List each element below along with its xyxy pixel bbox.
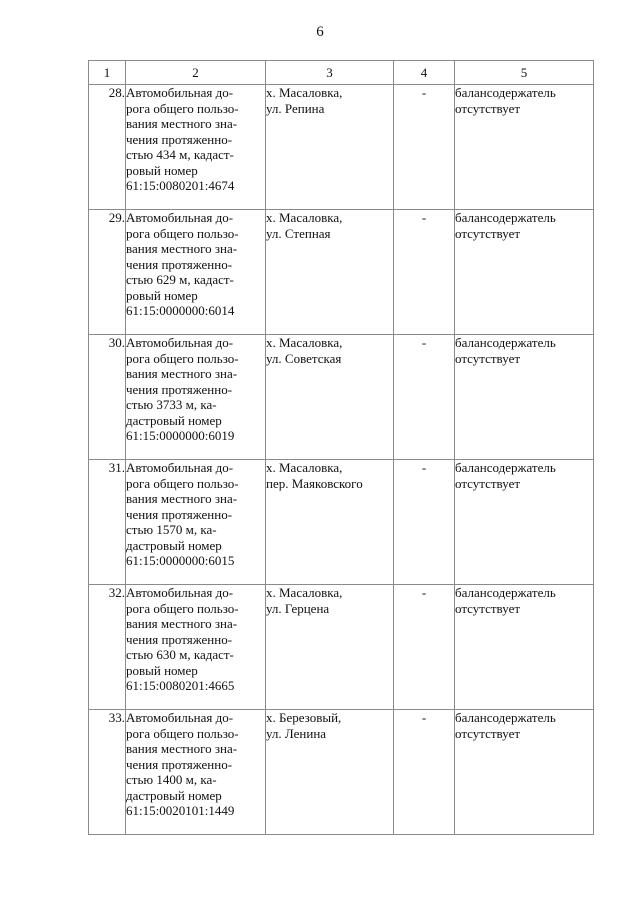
row-number: 31. xyxy=(89,460,126,585)
balance-holder: балансодержатель отсутствует xyxy=(455,710,594,835)
row-number: 32. xyxy=(89,585,126,710)
balance-holder: балансодержатель отсутствует xyxy=(455,460,594,585)
column-4-value: - xyxy=(394,460,455,585)
road-address: х. Масаловка, ул. Репина xyxy=(266,85,394,210)
road-address: х. Масаловка, ул. Герцена xyxy=(266,585,394,710)
road-address: х. Березовый, ул. Ленина xyxy=(266,710,394,835)
header-row xyxy=(89,61,594,85)
road-description: Автомобильная до- рога общего пользо- вания местного зна- чения протяженно- стью 629 м, кадаст- ровый номер 61:15:0000000:6014 xyxy=(126,210,266,335)
balance-holder: балансодержатель отсутствует xyxy=(455,335,594,460)
table-row xyxy=(89,210,594,335)
column-header-1: 1 xyxy=(89,61,126,85)
column-header-5: 5 xyxy=(455,61,594,85)
road-description: Автомобильная до- рога общего пользо- вания местного зна- чения протяженно- стью 1570 м, ка- дастровый номер 61:15:0000000:6015 xyxy=(126,460,266,585)
road-description: Автомобильная до- рога общего пользо- вания местного зна- чения протяженно- стью 1400 м, ка- дастровый номер 61:15:0020101:1449 xyxy=(126,710,266,835)
column-header-3: 3 xyxy=(266,61,394,85)
table-body xyxy=(89,85,594,835)
table-header xyxy=(89,61,594,85)
table-row xyxy=(89,460,594,585)
road-description: Автомобильная до- рога общего пользо- вания местного зна- чения протяженно- стью 630 м, кадаст- ровый номер 61:15:0080201:4665 xyxy=(126,585,266,710)
balance-holder: балансодержатель отсутствует xyxy=(455,585,594,710)
road-description: Автомобильная до- рога общего пользо- вания местного зна- чения протяженно- стью 3733 м, ка- дастровый номер 61:15:0000000:6019 xyxy=(126,335,266,460)
road-registry-table xyxy=(88,60,594,835)
table-row xyxy=(89,85,594,210)
row-number: 33. xyxy=(89,710,126,835)
balance-holder: балансодержатель отсутствует xyxy=(455,210,594,335)
page-number: 6 xyxy=(316,24,324,40)
table-row xyxy=(89,585,594,710)
road-address: х. Масаловка, пер. Маяковского xyxy=(266,460,394,585)
table-row xyxy=(89,335,594,460)
column-4-value: - xyxy=(394,85,455,210)
column-4-value: - xyxy=(394,210,455,335)
column-header-4: 4 xyxy=(394,61,455,85)
balance-holder: балансодержатель отсутствует xyxy=(455,85,594,210)
table-row xyxy=(89,710,594,835)
road-address: х. Масаловка, ул. Советская xyxy=(266,335,394,460)
column-header-2: 2 xyxy=(126,61,266,85)
column-4-value: - xyxy=(394,585,455,710)
road-description: Автомобильная до- рога общего пользо- вания местного зна- чения протяженно- стью 434 м, кадаст- ровый номер 61:15:0080201:4674 xyxy=(126,85,266,210)
row-number: 30. xyxy=(89,335,126,460)
row-number: 28. xyxy=(89,85,126,210)
column-4-value: - xyxy=(394,710,455,835)
road-address: х. Масаловка, ул. Степная xyxy=(266,210,394,335)
column-4-value: - xyxy=(394,335,455,460)
row-number: 29. xyxy=(89,210,126,335)
